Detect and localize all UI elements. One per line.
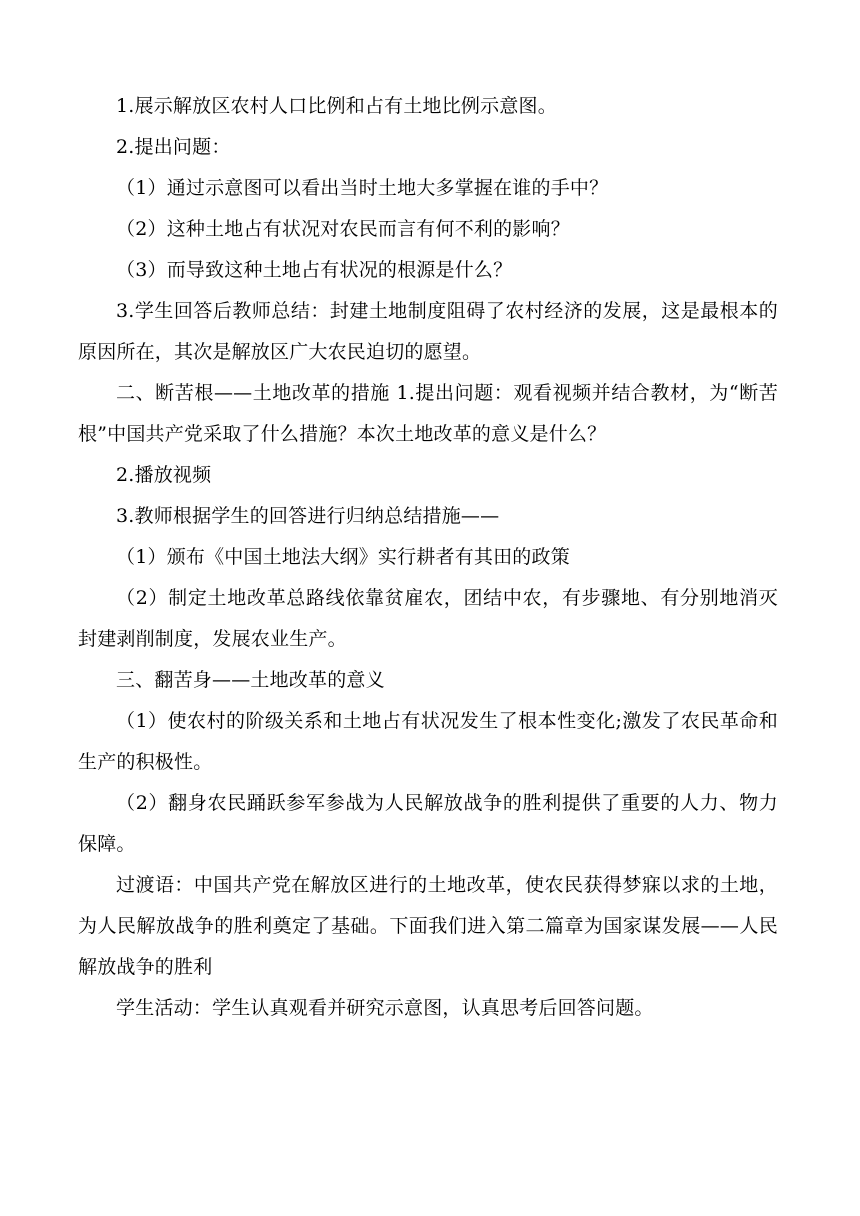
paragraph-play-video: 2.播放视频: [116, 464, 212, 486]
paragraph-question-1: （1）通过示意图可以看出当时土地大多掌握在谁的手中？: [116, 177, 609, 199]
paragraph-student-activity: 学生活动：学生认真观看并研究示意图，认真思考后回答问题。: [116, 997, 654, 1019]
paragraph-measure-2: （2）制定土地改革总路线依靠贫雇农，团结中农，有步骤地、有分别地消灭封建剥削制度，发展农业生产。: [78, 587, 778, 650]
paragraph-significance-2: （2）翻身农民踊跃参军参战为人民解放战争的胜利提供了重要的人力、物力保障。: [78, 792, 778, 855]
paragraph-section-two-heading: 二、断苦根——土地改革的措施 1.提出问题：观看视频并结合教材，为“断苦根”中国共产党采取了什么措施？本次土地改革的意义是什么？: [78, 382, 778, 445]
paragraph-ask-questions: 2.提出问题：: [116, 136, 231, 158]
paragraph-measure-1: （1）颁布《中国土地法大纲》实行耕者有其田的政策: [116, 546, 570, 568]
paragraph-section-three-heading: 三、翻苦身——土地改革的意义: [116, 669, 385, 691]
paragraph-transition: 过渡语：中国共产党在解放区进行的土地改革，使农民获得梦寐以求的土地，为人民解放战争的胜利奠定了基础。下面我们进入第二篇章为国家谋发展——人民解放战争的胜利: [78, 874, 778, 978]
paragraph-question-3: （3）而导致这种土地占有状况的根源是什么？: [116, 259, 513, 281]
paragraph-significance-1: （1）使农村的阶级关系和土地占有状况发生了根本性变化;激发了农民革命和生产的积极性。: [78, 710, 778, 773]
document-body: [78, 86, 778, 1029]
paragraph-summarize-measures: 3.教师根据学生的回答进行归纳总结措施——: [116, 505, 500, 527]
paragraph-question-2: （2）这种土地占有状况对农民而言有何不利的影响？: [116, 218, 570, 240]
paragraph-show-diagram: 1.展示解放区农村人口比例和占有土地比例示意图。: [116, 95, 557, 117]
paragraph-teacher-summary: 3.学生回答后教师总结：封建土地制度阻碍了农村经济的发展，这是最根本的原因所在，其次是解放区广大农民迫切的愿望。: [78, 300, 778, 363]
